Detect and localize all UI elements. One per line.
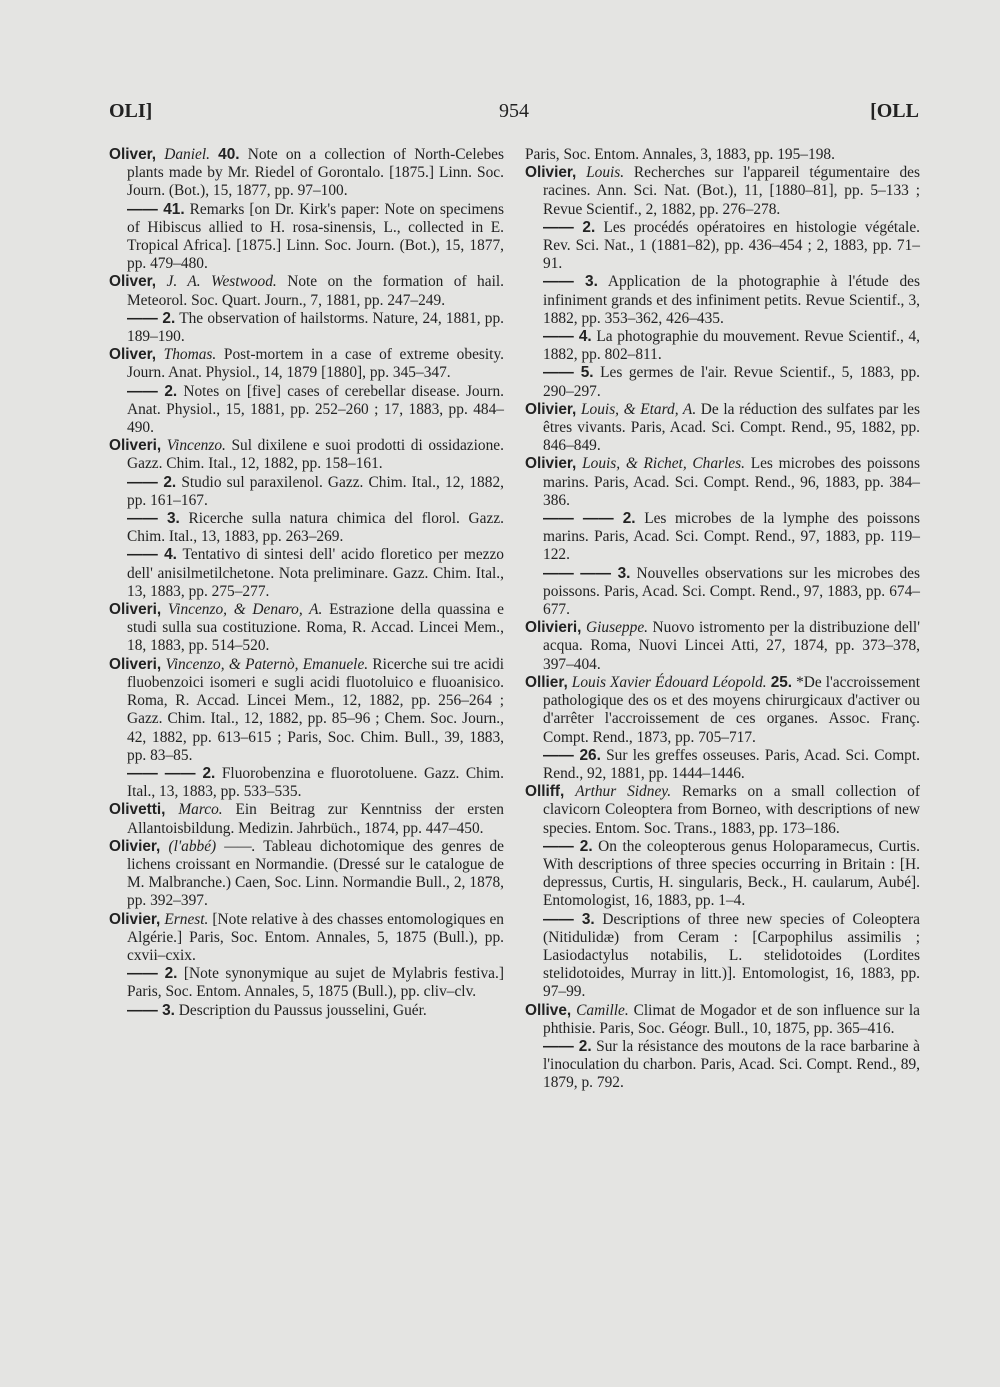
left-entry: [109, 346, 504, 382]
entry-number: —— 41.: [127, 201, 185, 218]
author-forename: Louis Xavier Édouard Léopold.: [571, 673, 767, 691]
entry-text: Tentativo di sintesi dell' acido floretico per mezzo dell' anisilmetilchetone. Nota preliminare. Gazz. Chim. Ital., 13, 1883, pp. 275–277.: [127, 546, 505, 600]
header-left: OLI]: [109, 100, 153, 122]
entry-text: Paris, Soc. Entom. Annales, 3, 1883, pp. 195–198.: [525, 146, 835, 163]
author-name: Ollier,: [525, 673, 568, 691]
left-entry: [109, 656, 504, 765]
right-entry: [525, 674, 920, 747]
right-entry: [525, 838, 920, 911]
author-forename: Louis.: [586, 164, 625, 182]
entry-text: On the coleopterous genus Holoparamecus, Curtis. With descriptions of three species occurring in Britain : [H. depressus, Curtis, H. singularis, Beck., H. caularum, Aubé]. Entomologist, 16, 1883, pp. 1–4.: [543, 837, 920, 910]
entry-text: Ricerche sulla natura chimica del florol. Gazz. Chim. Ital., 13, 1883, pp. 263–269.: [127, 510, 504, 546]
entry-text: Estrazione della quassina e studi sulla sua costituzione. Roma, R. Accad. Lincei Mem., 18, 1883, pp. 514–520.: [127, 601, 504, 655]
author-name: Oliver,: [109, 346, 157, 364]
entry-text: Post-mortem in a case of extreme obesity. Journ. Anat. Physiol., 14, 1879 [1880], pp. 345–347.: [127, 346, 504, 382]
entry-text: Remarks on a small collection of clavicorn Coleoptera from Borneo, with descriptions of new species. Entom. Soc. Trans., 1883, pp. 173–186.: [543, 783, 920, 837]
author-forename: (l'abbé) ——.: [168, 837, 256, 855]
right-entry: [525, 146, 920, 164]
entry-number: 40.: [218, 146, 240, 163]
author-name: Olivier,: [525, 164, 577, 182]
right-entry: [525, 619, 920, 674]
entry-text: Nuovo istromento per la distribuzione dell' acqua. Roma, Nuovi Lincei Atti, 27, 1874, pp. 373–378, 397–404.: [543, 619, 920, 673]
left-entry: [109, 383, 504, 438]
entry-text: Ricerche sui tre acidi fluobenzoici isomeri e sugli acidi fluotoluico e fluoanisico. Roma, R. Accad. Lincei Mem., 12, 1882, pp. 256–264 ; Gazz. Chim. Ital., 12, 1882, pp. 85–96 ; Chem. Soc. Journ., 42, 1882, pp. 613–615 ; Paris, Soc. Chim. Bull., 39, 1883, pp. 83–85.: [127, 655, 504, 764]
entry-text: Les procédés opératoires en histologie végétale. Rev. Sci. Nat., 1 (1881–82), pp. 436–454 ; 2, 1883, pp. 71–91.: [543, 218, 920, 273]
entry-text: Note on a collection of North-Celebes plants made by Mr. Riedel of Gorontalo. [1875.] Linn. Soc. Journ. (Bot.), 15, 1877, pp. 97–100.: [127, 146, 504, 200]
entry-text: *De l'accroissement pathologique des os et des moyens chirurgicaux d'activer ou d'arrêter l'accroissement de ces organes. Assoc. Franç. Compt. Rend., 1873, pp. 705–717.: [543, 673, 920, 746]
author-name: Olivieri,: [525, 619, 582, 637]
entry-text: Tableau dichotomique des genres de lichens croissant en Normandie. (Dressé sur le catalogue de M. Malbranche.) Caen, Soc. Linn. Normandie Bull., 2, 1878, pp. 392–397.: [127, 837, 504, 910]
entry-number: —— 3.: [127, 1002, 175, 1019]
left-entry: [109, 601, 504, 656]
author-name: Olivier,: [525, 455, 577, 473]
entry-number: —— 2.: [543, 1038, 592, 1055]
left-entry: [109, 201, 504, 274]
right-entry: [525, 164, 920, 219]
entry-number: —— 2.: [127, 965, 177, 982]
author-name: Ollive,: [525, 1001, 572, 1019]
entry-text: [Note relative à des chasses entomologiques en Algérie.] Paris, Soc. Entom. Annales, 5, 1875 (Bull.), pp. cxvii–cxix.: [127, 910, 504, 964]
left-column: [109, 146, 504, 1020]
author-forename: J. A. Westwood.: [166, 273, 277, 291]
right-entry: [525, 783, 920, 838]
entry-text: La photographie du mouvement. Revue Scientif., 4, 1882, pp. 802–811.: [543, 328, 920, 364]
author-forename: Louis, & Richet, Charles.: [582, 455, 745, 473]
right-entry: [525, 328, 920, 364]
right-entry: [525, 455, 920, 510]
author-name: Olivier,: [109, 910, 161, 928]
entry-text: Sur les greffes osseuses. Paris, Acad. Sci. Compt. Rend., 92, 1881, pp. 1444–1446.: [543, 746, 920, 782]
author-forename: Vincenzo.: [166, 437, 226, 455]
entry-number: —— 3.: [127, 510, 180, 527]
right-entry: [525, 510, 920, 565]
entry-text: Sul dixilene e suoi prodotti di ossidazione. Gazz. Chim. Ital., 12, 1882, pp. 158–161.: [127, 437, 504, 473]
author-forename: Vincenzo, & Denaro, A.: [167, 601, 323, 619]
entry-text: Application de la photographie à l'étude des infiniment grands et des infiniment petits. Revue Scientif., 3, 1882, pp. 353–362, 426–435.: [543, 273, 920, 327]
entry-text: Ein Beitrag zur Kenntniss der ersten Allantoisbildung. Medizin. Jahrbüch., 1874, pp. 447–450.: [127, 801, 504, 837]
right-entry: [525, 747, 920, 783]
author-forename: Louis, & Etard, A.: [580, 400, 697, 418]
author-name: Oliveri,: [109, 655, 162, 673]
left-entry: [109, 437, 504, 473]
entry-text: Les microbes des poissons marins. Paris, Acad. Sci. Compt. Rend., 96, 1883, pp. 384–386.: [543, 455, 920, 509]
entry-number: —— 2.: [127, 474, 176, 491]
entry-text: Sur la résistance des moutons de la race barbarine à l'inoculation du charbon. Paris, Acad. Sci. Compt. Rend., 89, 1879, p. 792.: [543, 1037, 921, 1092]
entry-number: —— 2.: [127, 383, 177, 400]
author-name: Oliver,: [109, 146, 157, 163]
author-forename: Arthur Sidney.: [575, 783, 672, 801]
author-name: Oliveri,: [109, 601, 162, 619]
author-forename: Vincenzo, & Paternò, Emanuele.: [165, 655, 369, 673]
entry-text: Notes on [five] cases of cerebellar disease. Journ. Anat. Physiol., 15, 1881, pp. 252–260 ; 17, 1883, pp. 484–490.: [127, 382, 504, 437]
running-header: [109, 100, 919, 130]
author-name: Oliveri,: [109, 437, 162, 455]
left-entry: [109, 1002, 504, 1020]
left-entry: [109, 310, 504, 346]
entry-number: —— 3.: [543, 911, 595, 928]
entry-text: Fluorobenzina e fluorotoluene. Gazz. Chim. Ital., 13, 1883, pp. 533–535.: [127, 764, 504, 801]
entry-text: Les germes de l'air. Revue Scientif., 5, 1883, pp. 290–297.: [543, 364, 921, 400]
entry-text: Les microbes de la lymphe des poissons marins. Paris, Acad. Sci. Compt. Rend., 97, 1883, pp. 119–122.: [543, 510, 920, 564]
author-forename: Camille.: [576, 1001, 629, 1019]
left-entry: [109, 510, 504, 546]
author-name: Olivier,: [109, 837, 161, 855]
author-forename: Ernest.: [164, 910, 209, 928]
right-entry: [525, 911, 920, 1002]
entry-number: —— 2.: [127, 310, 175, 327]
author-forename: Giuseppe.: [586, 619, 648, 637]
header-right: [OLL: [870, 100, 919, 122]
right-entry: [525, 1002, 920, 1038]
entry-text: Descriptions of three new species of Coleoptera (Nitidulidæ) from Ceram : [Carpophilus assimilis ; Lasiodactylus notabilis, L. stelidotoides (Lordites stelidotoides, Murray in litt.)]. Entomologist, 16, 1883, pp. 97–99.: [543, 910, 920, 1001]
author-forename: Marco.: [178, 801, 223, 819]
author-name: Olivier,: [525, 400, 577, 418]
left-entry: [109, 801, 504, 837]
entry-number: —— —— 3.: [543, 565, 630, 582]
left-entry: [109, 965, 504, 1001]
left-entry: [109, 765, 504, 801]
entry-number: —— 2.: [543, 838, 593, 855]
entry-number: —— —— 2.: [543, 510, 636, 527]
entry-number: —— 2.: [543, 219, 595, 236]
entry-number: —— —— 2.: [127, 765, 215, 782]
author-forename: Thomas.: [163, 346, 217, 364]
left-entry: [109, 911, 504, 966]
entry-text: De la réduction des sulfates par les êtres vivants. Paris, Acad. Sci. Compt. Rend., 95, 1882, pp. 846–849.: [543, 400, 920, 455]
left-entry: [109, 838, 504, 911]
right-entry: [525, 401, 920, 456]
right-entry: [525, 219, 920, 274]
entry-text: Remarks [on Dr. Kirk's paper: Note on specimens of Hibiscus allied to H. rosa-sinensis, L., collected in E. Tropical Africa]. [1875.] Linn. Soc. Journ. (Bot.), 15, 1877, pp. 479–480.: [127, 200, 504, 273]
author-forename: Daniel.: [164, 146, 210, 163]
right-entry: [525, 364, 920, 400]
entry-number: 25.: [770, 673, 793, 691]
right-entry: [525, 1038, 920, 1093]
right-entry: [525, 565, 920, 620]
author-name: Olliff,: [525, 783, 565, 801]
right-column: [525, 146, 920, 1093]
author-name: Oliver,: [109, 273, 157, 291]
entry-text: Recherches sur l'appareil tégumentaire des racines. Ann. Sci. Nat. (Bot.), 11, [1880–81], pp. 5–133 ; Revue Scientif., 2, 1882, pp. 276–278.: [543, 164, 920, 218]
entry-number: —— 4.: [543, 328, 592, 345]
entry-number: —— 5.: [543, 364, 594, 381]
entry-number: —— 26.: [543, 747, 601, 764]
entry-text: Studio sul paraxilenol. Gazz. Chim. Ital., 12, 1882, pp. 161–167.: [127, 473, 504, 509]
left-entry: [109, 474, 504, 510]
left-entry: [109, 546, 504, 601]
entry-text: [Note synonymique au sujet de Mylabris festiva.] Paris, Soc. Entom. Annales, 5, 1875 (Bull.), pp. cliv–clv.: [127, 965, 504, 1001]
entry-number: —— 3.: [543, 273, 598, 290]
entry-text: The observation of hailstorms. Nature, 24, 1881, pp. 189–190.: [127, 309, 504, 346]
entry-text: Description du Paussus jousselini, Guér.: [178, 1001, 427, 1019]
left-entry: [109, 146, 504, 201]
right-entry: [525, 273, 920, 328]
entry-text: Nouvelles observations sur les microbes des poissons. Paris, Acad. Sci. Compt. Rend., 97, 1883, pp. 674–677.: [543, 564, 920, 619]
author-name: Olivetti,: [109, 801, 166, 819]
entry-text: Note on the formation of hail. Meteorol. Soc. Quart. Journ., 7, 1881, pp. 247–249.: [127, 273, 504, 309]
page-number: 954: [499, 100, 529, 122]
entry-text: Climat de Mogador et de son influence sur la phthisie. Paris, Soc. Géogr. Bull., 10, 1875, pp. 365–416.: [543, 1001, 920, 1037]
entry-number: —— 4.: [127, 546, 177, 563]
left-entry: [109, 273, 504, 309]
